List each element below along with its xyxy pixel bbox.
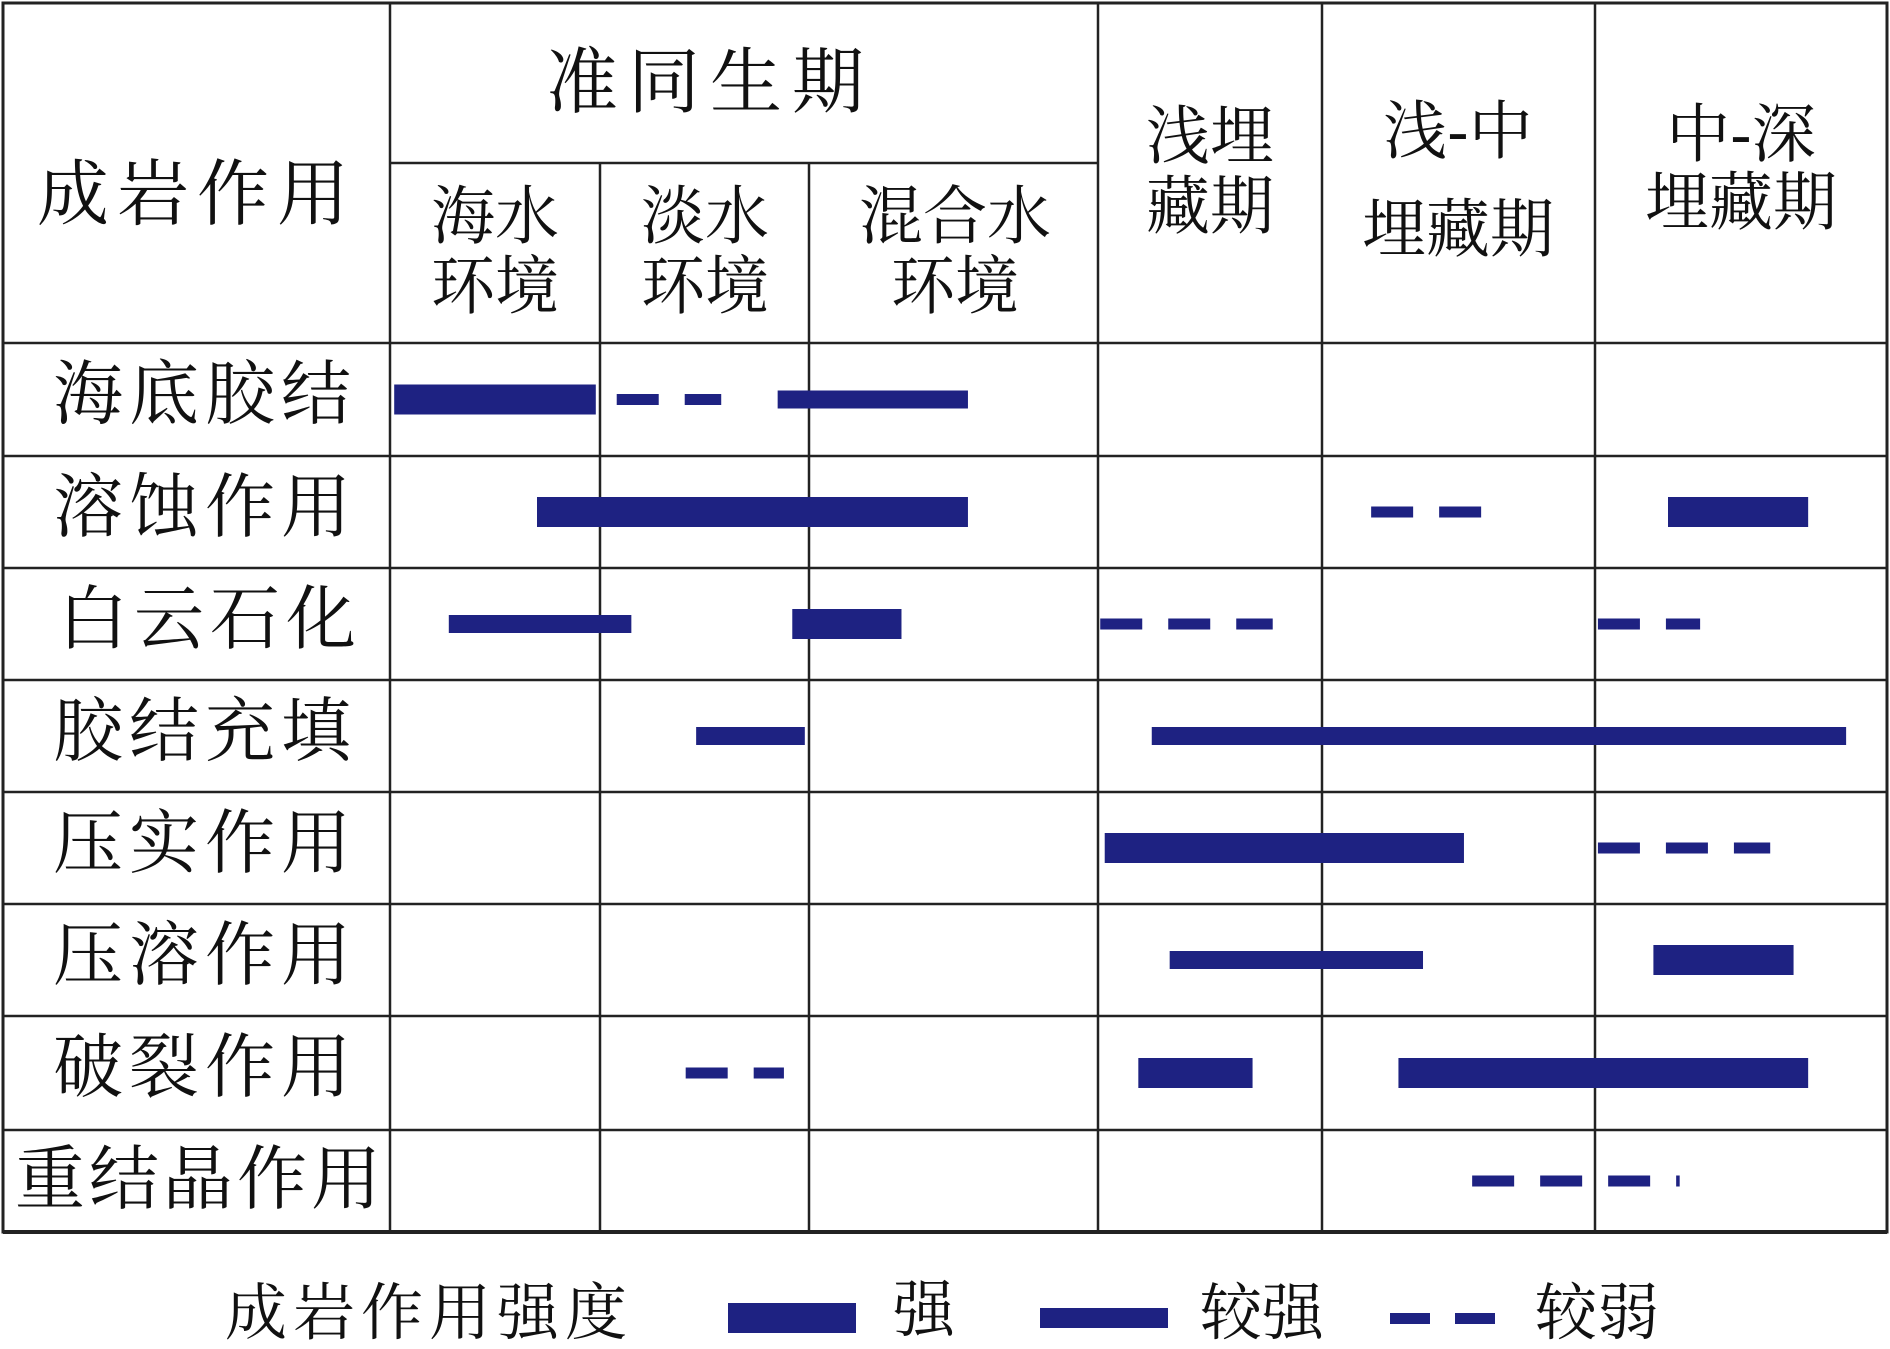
row-label: 破裂作用 xyxy=(53,1026,357,1108)
bar-strong xyxy=(1668,497,1808,527)
legend-label-weak: 较弱 xyxy=(1535,1276,1660,1349)
legend-swatch-medium xyxy=(1040,1308,1168,1328)
legend-swatch-weak-dash xyxy=(1455,1313,1495,1324)
row-label: 胶结充填 xyxy=(53,690,357,772)
bar-weak-dash xyxy=(686,1068,728,1079)
header-stage-shallow-line2: 藏期 xyxy=(1146,170,1274,245)
bar-weak-dash xyxy=(1598,619,1640,630)
bar-weak-dash xyxy=(1676,1176,1680,1187)
bar-weak-dash xyxy=(1472,1176,1514,1187)
legend-label-strong: 强 xyxy=(893,1273,956,1347)
intensity-bars xyxy=(394,385,1846,1187)
bar-strong xyxy=(1105,833,1464,863)
header-env-freshwater-line2: 环境 xyxy=(641,250,769,325)
legend-title: 成岩作用强度 xyxy=(225,1276,634,1349)
legend xyxy=(225,1273,1659,1349)
header-env-seawater-line1: 海水 xyxy=(431,180,559,255)
header-env-freshwater-line1: 淡水 xyxy=(641,180,769,255)
header-stage-mid-deep-line1: 中-深 xyxy=(1666,98,1816,173)
bar-weak-dash xyxy=(1236,619,1272,630)
header-env-seawater-line2: 环境 xyxy=(431,250,559,325)
bar-medium xyxy=(1152,727,1846,745)
bar-weak-dash xyxy=(1540,1176,1582,1187)
bar-medium xyxy=(1170,951,1423,969)
bar-weak-dash xyxy=(754,1068,784,1079)
bar-medium xyxy=(778,391,968,409)
bar-weak-dash xyxy=(685,394,722,405)
bar-weak-dash xyxy=(1371,507,1413,518)
legend-swatch-strong xyxy=(728,1303,856,1333)
bar-weak-dash xyxy=(1734,843,1770,854)
bar-medium xyxy=(449,615,632,633)
row-label: 重结晶作用 xyxy=(15,1138,385,1220)
bar-weak-dash xyxy=(1100,619,1142,630)
header-stage-shallow-mid-line2: 埋藏期 xyxy=(1362,193,1554,268)
bar-medium xyxy=(696,727,805,745)
bar-weak-dash xyxy=(1608,1176,1650,1187)
bar-weak-dash xyxy=(1439,507,1481,518)
bar-weak-dash xyxy=(617,394,659,405)
bar-weak-dash xyxy=(1168,619,1210,630)
bar-strong xyxy=(537,497,968,527)
bar-weak-dash xyxy=(1666,619,1700,630)
bar-strong xyxy=(1398,1058,1808,1088)
bar-strong xyxy=(792,609,901,639)
row-labels xyxy=(15,353,385,1220)
header-syngenetic: 准同生期 xyxy=(545,40,875,124)
bar-weak-dash xyxy=(1598,843,1640,854)
bar-strong xyxy=(1653,945,1793,975)
header-corner: 成岩作用 xyxy=(36,152,358,236)
header-stage-shallow-line1: 浅埋 xyxy=(1146,100,1274,175)
bar-strong xyxy=(394,385,596,415)
row-label: 溶蚀作用 xyxy=(53,466,357,548)
bar-weak-dash xyxy=(1666,843,1708,854)
legend-swatch-weak-dash xyxy=(1390,1313,1430,1324)
header-stage-shallow-mid-line1: 浅-中 xyxy=(1383,95,1533,170)
legend-label-medium: 较强 xyxy=(1200,1276,1325,1349)
row-label: 压溶作用 xyxy=(53,914,357,996)
row-label: 海底胶结 xyxy=(53,353,357,435)
header-stage-mid-deep-line2: 埋藏期 xyxy=(1645,166,1837,241)
row-label: 压实作用 xyxy=(53,802,357,884)
bar-strong xyxy=(1138,1058,1252,1088)
header-env-mixed-line2: 环境 xyxy=(891,250,1019,325)
header-env-mixed-line1: 混合水 xyxy=(859,180,1051,255)
row-label: 白云石化 xyxy=(58,578,362,660)
